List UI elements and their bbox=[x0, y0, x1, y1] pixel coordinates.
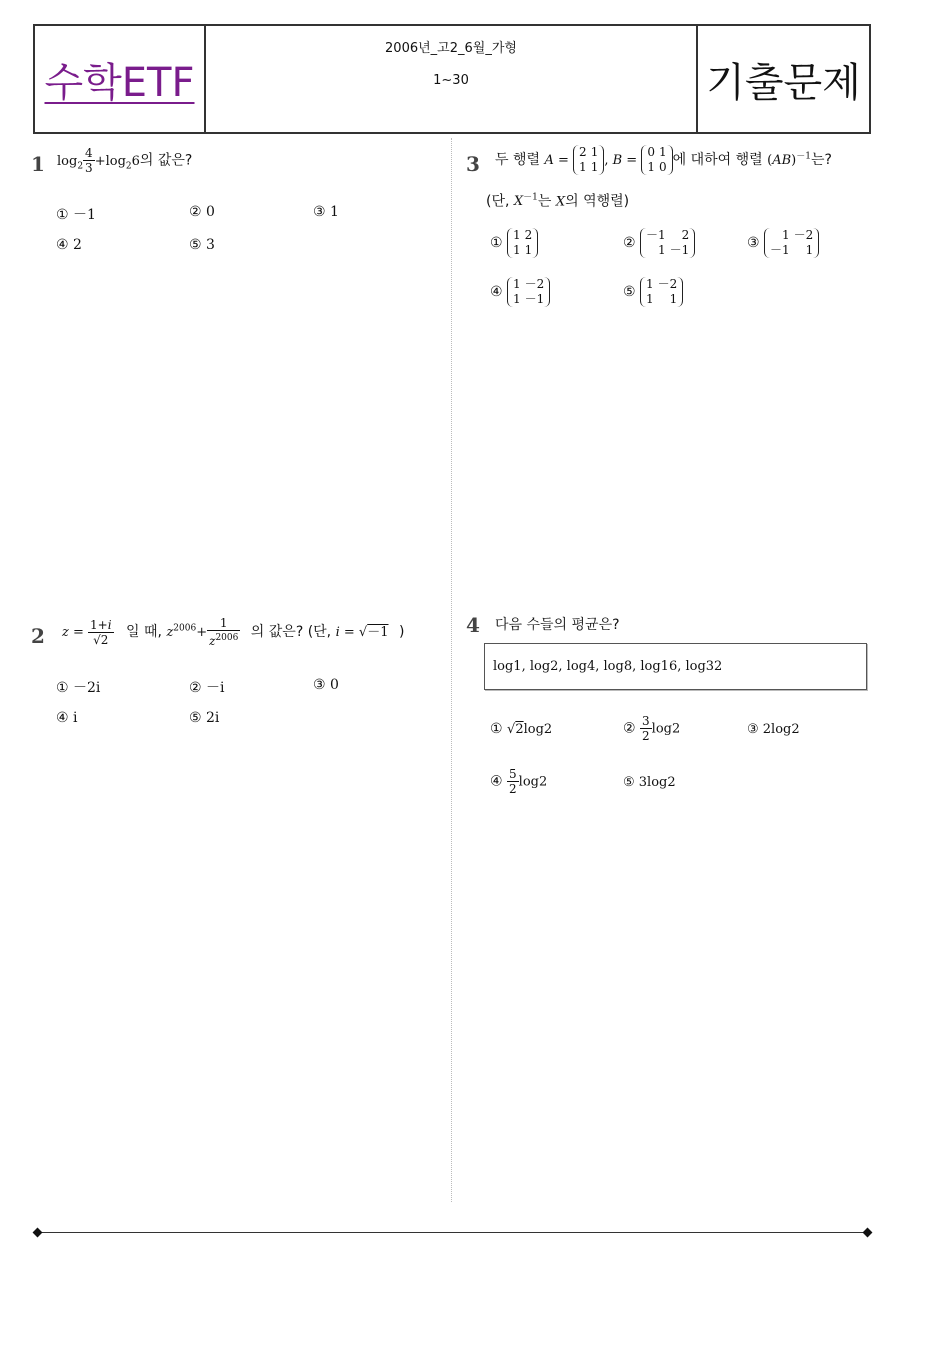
q3-option-4[interactable]: ④ 1 －2 1 －1 bbox=[490, 277, 550, 307]
question-3-condition-end: 의 역행렬) bbox=[565, 193, 630, 210]
q4-option-1-label: ① bbox=[490, 721, 503, 737]
header-table bbox=[33, 24, 871, 134]
question-number-2: 2 bbox=[31, 624, 45, 648]
q4-option-5[interactable]: ⑤ 3log2 bbox=[623, 775, 676, 790]
q3-option-2-label: ② bbox=[623, 235, 636, 251]
question-range: 1~30 bbox=[433, 73, 469, 88]
footer-diamond-right bbox=[863, 1228, 873, 1238]
q4-option-2[interactable]: ② $\frac{3}{2}$ log2 bbox=[623, 714, 681, 743]
question-3-condition: (단, $X^{-1}$는 X의 역행렬) bbox=[486, 193, 630, 210]
question-number-4: 4 bbox=[466, 613, 480, 637]
question-4-values-box: log1, log2, log4, log8, log16, log32 bbox=[484, 643, 867, 690]
question-3-prefix: 두 행렬 bbox=[495, 152, 541, 168]
question-3-end: 는? bbox=[810, 152, 832, 168]
q3-option-5[interactable]: ⑤ 1 －2 1 1 bbox=[623, 277, 683, 307]
page-title: 기출문제 bbox=[706, 59, 861, 106]
question-number-1: 1 bbox=[31, 152, 45, 176]
question-1-text: $\log_2$ $\frac{4}{3}$ $+\log_26$의 값은? bbox=[57, 146, 193, 175]
footer-diamond-left bbox=[33, 1228, 43, 1238]
question-3-text: 두 행렬 A = 2 1 1 1 , B = 0 1 1 0 에 대하여 행렬 (AB)$^{-1}$는? bbox=[495, 145, 832, 174]
q3-option-1[interactable]: ① 1 2 1 1 bbox=[490, 228, 538, 258]
question-3-condition-mid: 는 bbox=[537, 193, 552, 210]
question-2-mid: 일 때, bbox=[126, 624, 162, 640]
q3-option-5-label: ⑤ bbox=[623, 284, 636, 300]
q2-option-2[interactable]: ② －i bbox=[189, 680, 225, 696]
q3-option-3-label: ③ bbox=[747, 235, 760, 251]
question-3-condition-prefix: (단, bbox=[486, 193, 510, 210]
exam-title: 2006년_고2_6월_가형 bbox=[385, 41, 517, 56]
logo: 수학ETF bbox=[44, 59, 195, 106]
question-2-text: z = $\frac{1+i}{√2}$ 일 때, $z^{2006}+$ $\frac{1}{z^{2006}}$ 의 값은? (단, i = √－1 ) bbox=[62, 616, 405, 648]
footer-rule bbox=[38, 1232, 868, 1233]
q4-option-1[interactable]: ① √2log2 bbox=[490, 721, 553, 737]
q3-option-2[interactable]: ② －1 2 1 －1 bbox=[623, 228, 695, 258]
q2-option-5[interactable]: ⑤ 2i bbox=[189, 710, 220, 726]
question-4-text: 다음 수들의 평균은? bbox=[495, 617, 620, 633]
q2-option-3[interactable]: ③ 0 bbox=[313, 677, 339, 693]
logo-cell bbox=[35, 26, 206, 132]
q2-option-1[interactable]: ① －2i bbox=[56, 680, 101, 696]
q3-option-4-label: ④ bbox=[490, 284, 503, 300]
exam-info-cell bbox=[206, 26, 698, 132]
q1-option-4[interactable]: ④ 2 bbox=[56, 237, 82, 253]
column-divider bbox=[451, 138, 452, 1202]
q1-option-2[interactable]: ② 0 bbox=[189, 204, 215, 220]
q4-option-3[interactable]: ③ 2log2 bbox=[747, 722, 800, 737]
q4-option-4[interactable]: ④ $\frac{5}{2}$ log2 bbox=[490, 767, 548, 796]
q1-option-5[interactable]: ⑤ 3 bbox=[189, 237, 215, 253]
question-1-suffix: 의 값은? bbox=[139, 152, 193, 169]
q2-option-4[interactable]: ④ i bbox=[56, 710, 78, 726]
q3-option-3[interactable]: ③ 1 －2 －1 1 bbox=[747, 228, 819, 258]
question-3-mid: 에 대하여 행렬 bbox=[672, 152, 763, 168]
q3-option-1-label: ① bbox=[490, 235, 503, 251]
q1-option-3[interactable]: ③ 1 bbox=[313, 204, 339, 220]
q4-option-4-label: ④ bbox=[490, 773, 503, 790]
question-2-close: ) bbox=[398, 624, 405, 640]
question-2-end: 의 값은? (단, bbox=[250, 624, 332, 640]
q1-option-1[interactable]: ① －1 bbox=[56, 207, 96, 223]
question-number-3: 3 bbox=[466, 152, 480, 176]
q4-option-2-label: ② bbox=[623, 720, 636, 737]
